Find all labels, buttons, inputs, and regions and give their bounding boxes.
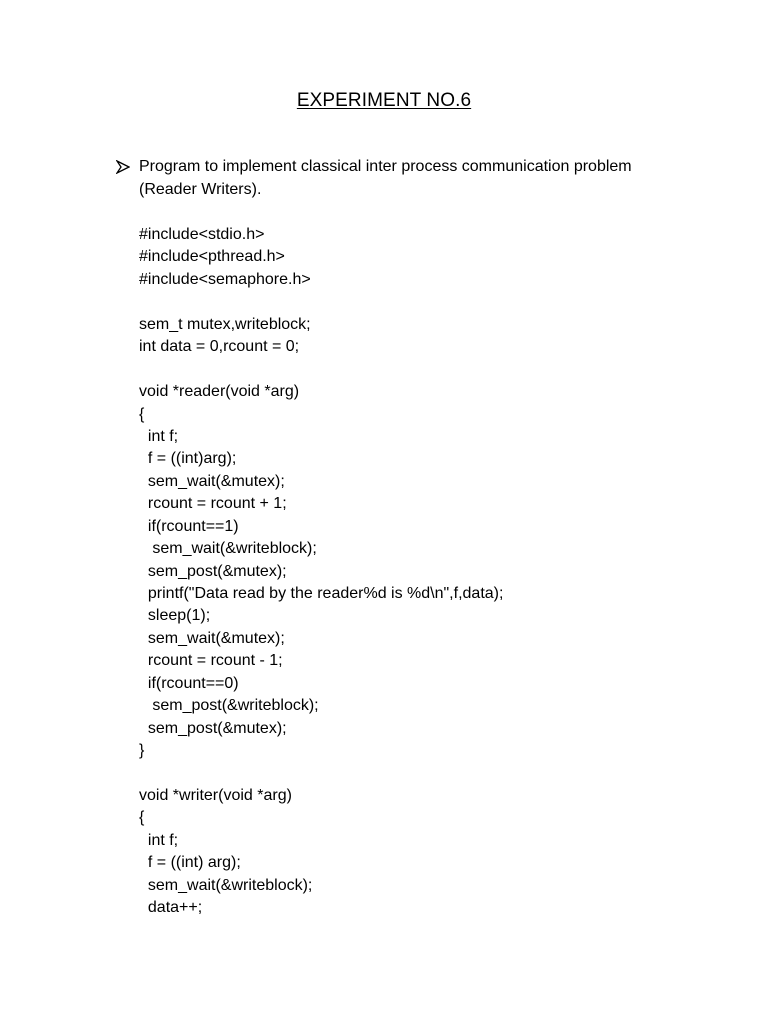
code-line: if(rcount==1) [139, 517, 239, 535]
code-line: sem_post(&mutex); [139, 719, 287, 737]
code-line [139, 291, 699, 313]
code-line: sem_post(&mutex); [139, 562, 287, 580]
code-block [139, 224, 699, 920]
code-line: sem_t mutex,writeblock; [139, 315, 311, 333]
code-line: rcount = rcount + 1; [139, 495, 287, 513]
code-line: } [139, 742, 145, 760]
code-line: sem_wait(&mutex); [139, 629, 285, 647]
bullet-text [139, 156, 679, 201]
code-line: int data = 0,rcount = 0; [139, 338, 300, 356]
code-line: sem_post(&writeblock); [139, 697, 319, 715]
code-line: f = ((int)arg); [139, 450, 237, 468]
code-line: rcount = rcount - 1; [139, 652, 283, 670]
code-line: sem_wait(&writeblock); [139, 876, 313, 894]
code-line: data++; [139, 899, 203, 917]
code-line: #include<semaphore.h> [139, 270, 311, 288]
code-line: sem_wait(&writeblock); [139, 540, 317, 558]
arrowhead-bullet-icon [116, 160, 130, 174]
code-line: if(rcount==0) [139, 674, 239, 692]
code-line [139, 763, 699, 785]
code-line [139, 359, 699, 381]
code-line: sem_wait(&mutex); [139, 472, 285, 490]
code-line: #include<stdio.h> [139, 226, 265, 243]
code-line: { [139, 405, 145, 423]
code-line: sleep(1); [139, 607, 211, 625]
code-line: int f; [139, 427, 179, 445]
code-line: { [139, 809, 145, 827]
page-title: EXPERIMENT NO.6 [296, 90, 472, 111]
code-line: int f; [139, 831, 179, 849]
code-line: void *writer(void *arg) [139, 786, 292, 804]
code-line: void *reader(void *arg) [139, 383, 300, 401]
code-line: #include<pthread.h> [139, 248, 285, 266]
bullet-text-line-1: Program to implement classical inter process communication problem [139, 158, 632, 175]
code-line: printf("Data read by the reader%d is %d\n",f,data); [139, 585, 504, 602]
bullet-text-line-2: (Reader Writers). [139, 180, 262, 198]
code-line: f = ((int) arg); [139, 854, 241, 872]
